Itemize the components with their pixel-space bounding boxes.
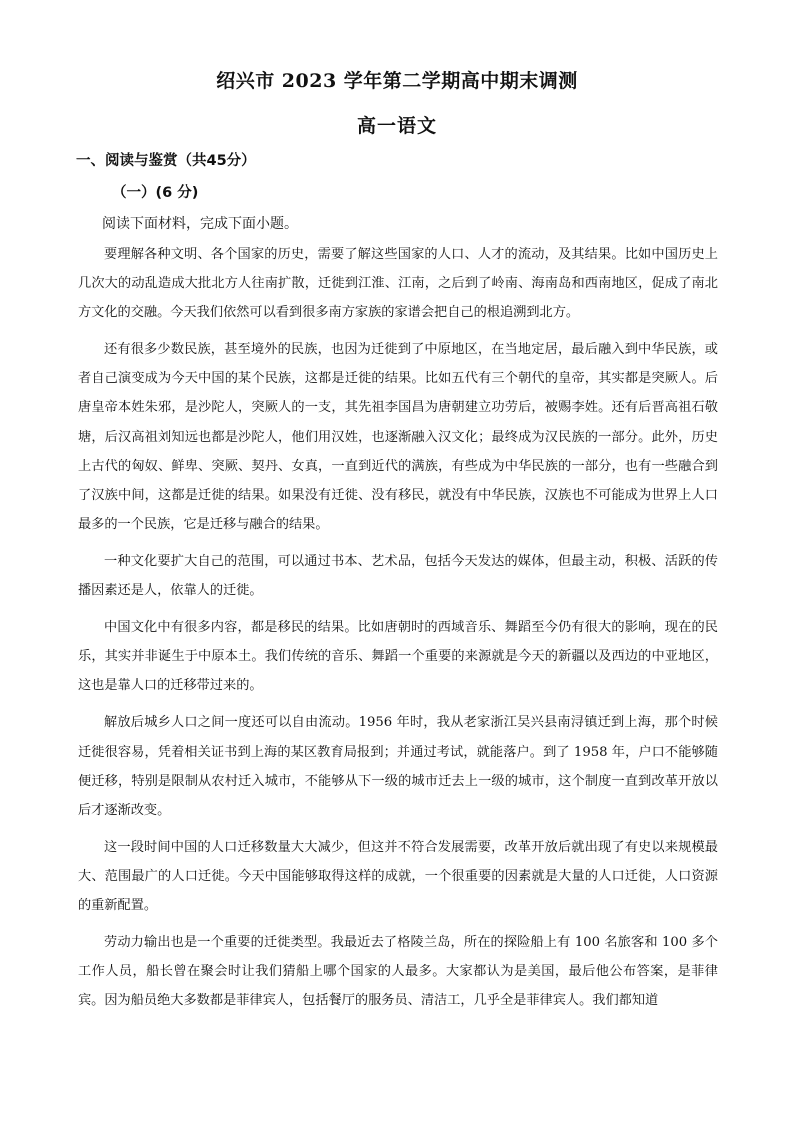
passage-body bbox=[78, 240, 718, 1023]
paragraph: 解放后城乡人口之间一度还可以自由流动。1956 年时，我从老家浙江吴兴县南浔镇迁到上海，那个时候迁徙很容易，凭着相关证书到上海的某区教育局报到；并通过考试，就能落户。到了 1958 年，户口不能够随便迁移，特别是限制从农村迁入城市，不能够从下一级的城市迁去上一级的城市，这个制度一直到改革开放以后才逐渐改变。 bbox=[78, 715, 718, 818]
paragraph: 这一段时间中国的人口迁移数量大大减少，但这并不符合发展需要，改革开放后就出现了有史以来规模最大、范围最广的人口迁徙。今天中国能够取得这样的成就，一个很重要的因素就是大量的人口迁徙，人口资源的重新配置。 bbox=[78, 839, 718, 913]
part-heading: （一）(6 分) bbox=[112, 185, 199, 201]
exam-title: 绍兴市 2023 学年第二学期高中期末调测 bbox=[216, 70, 578, 92]
paragraph: 中国文化中有很多内容，都是移民的结果。比如唐朝时的西域音乐、舞蹈至今仍有很大的影响，现在的民乐，其实并非诞生于中原本土。我们传统的音乐、舞蹈一个重要的来源就是今天的新疆以及西边的中亚地区，这也是靠人口的迁移带过来的。 bbox=[78, 620, 718, 694]
paragraph: 还有很多少数民族，甚至境外的民族，也因为迁徙到了中原地区，在当地定居，最后融入到中华民族，或者自己演变成为今天中国的某个民族，这都是迁徙的结果。比如五代有三个朝代的皇帝，其实都是突厥人。后唐皇帝本姓朱邪，是沙陀人，突厥人的一支，其先祖李国昌为唐朝建立功劳后，被赐李姓。还有后晋高祖石敬塘，后汉高祖刘知远也都是沙陀人，他们用汉姓，也逐渐融入汉文化；最终成为汉民族的一部分。此外，历史上古代的匈奴、鲜卑、突厥、契丹、女真，一直到近代的满族，有些成为中华民族的一部分，也有一些融合到了汉族中间，这都是迁徙的结果。如果没有迁徙、没有移民，就没有中华民族，汉族也不可能成为世界上人口最多的一个民族，它是迁移与融合的结果。 bbox=[78, 342, 718, 532]
section-heading: 一、阅读与鉴赏（共45分） bbox=[76, 153, 256, 169]
paragraph: 劳动力输出也是一个重要的迁徙类型。我最近去了格陵兰岛，所在的探险船上有 100 名旅客和 100 多个工作人员，船长曾在聚会时让我们猜船上哪个国家的人最多。大家都认为是美国，最后他公布答案，是菲律宾。因为船员绝大多数都是菲律宾人，包括餐厅的服务员、清洁工，几乎全是菲律宾人。我们都知道 bbox=[78, 935, 718, 1009]
subject-title: 高一语文 bbox=[356, 115, 437, 137]
instruction-text: 阅读下面材料，完成下面小题。 bbox=[102, 216, 298, 232]
paragraph: 要理解各种文明、各个国家的历史，需要了解这些国家的人口、人才的流动，及其结果。比如中国历史上几次大的动乱造成大批北方人往南扩散，迁徙到江淮、江南，之后到了岭南、海南岛和西南地区，促成了南北方文化的交融。今天我们依然可以看到很多南方家族的家谱会把自己的根追溯到北方。 bbox=[78, 247, 718, 321]
paragraph: 一种文化要扩大自己的范围，可以通过书本、艺术品，包括今天发达的媒体，但最主动，积极、活跃的传播因素还是人，依靠人的迁徙。 bbox=[78, 553, 718, 599]
